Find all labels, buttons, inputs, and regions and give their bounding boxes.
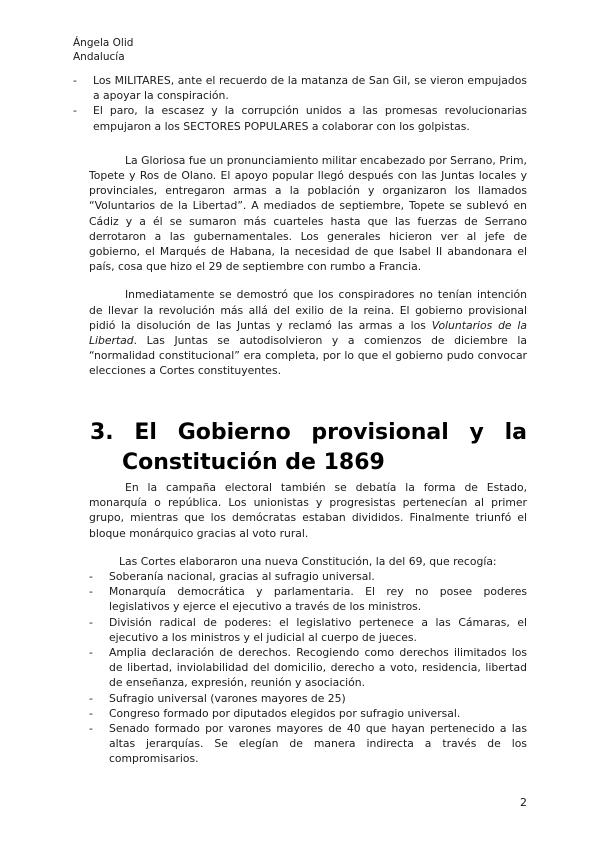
list-item: - Los MILITARES, ante el recuerdo de la matanza de San Gil, se vieron empujados a apoyar la conspiración. — [73, 73, 527, 103]
body-bottom — [89, 480, 527, 767]
body-top — [89, 73, 527, 379]
list-item: - Soberanía nacional, gracias al sufragio universal. — [89, 569, 527, 584]
paragraph-gloriosa: La Gloriosa fue un pronunciamiento militar encabezado por Serrano, Prim, Topete y Ros de Olano. El apoyo popular llegó después con las Juntas locales y provinciales, entregaron armas a la población y organizaron los llamados “Voluntarios de la Libertad”. A mediados de septiembre, Topete se sublevó en Cádiz y a él se sumaron más cuarteles hasta que las fuerzas de Serrano derrotaron a las gubernamentales. Los generales hicieron ver al jefe de gobierno, el Marqués de Habana, la necesidad de que Isabel II abandonara el país, cosa que hizo el 29 de septiembre con rumbo a Francia. — [89, 153, 527, 274]
heading-word: El — [134, 420, 157, 445]
paragraph-text: Inmediatamente se demostró que los conspiradores no tenían intención de llevar la revolución más allá del exilio de la reina. El gobierno provisional pidió la disolución de las Juntas y reclamó las armas a los — [89, 288, 527, 332]
heading-word: provisional — [311, 420, 449, 445]
heading-line-2: Constitución de 1869 — [122, 450, 385, 475]
heading-word: la — [504, 420, 527, 445]
list-item: - Senado formado por varones mayores de 40 que hayan pertenecido a las altas jerarquías. Se elegían de manera indirecta a través de los compromisarios. — [89, 721, 527, 767]
page-header — [73, 36, 133, 64]
author-name: Ángela Olid — [73, 37, 134, 49]
heading-word: Gobierno — [177, 420, 291, 445]
list-item: - Monarquía democrática y parlamentaria. El rey no posee poderes legislativos y ejerce el ejecutivo a través de los ministros. — [89, 584, 527, 614]
list-item: - División radical de poderes: el legislativo pertenece a las Cámaras, el ejecutivo a los ministros y el judicial al cuerpo de jueces. — [89, 615, 527, 645]
list-item: - Sufragio universal (varones mayores de 25) — [89, 691, 527, 706]
top-bullet-list — [73, 73, 527, 134]
section-heading — [90, 418, 527, 478]
section-number: 3. — [90, 420, 114, 445]
page-number: 2 — [520, 796, 527, 809]
paragraph-text: . Las Juntas se autodisolvieron y a comienzos de diciembre la “normalidad constitucional” era completa, por lo que el gobierno pudo convocar elecciones a Cortes constituyentes. — [89, 334, 527, 378]
italic-term: Voluntarios de la Libertad — [89, 318, 527, 348]
list-item: - Congreso formado por diputados elegidos por sufragio universal. — [89, 706, 527, 721]
constitution-list — [89, 569, 527, 767]
paragraph-cortes: Las Cortes elaboraron una nueva Constitución, la del 69, que recogía: — [119, 554, 497, 568]
list-item: - El paro, la escasez y la corrupción unidos a las promesas revolucionarias empujaron a los SECTORES POPULARES a colaborar con los golpistas. — [73, 103, 527, 133]
paragraph-conspiradores — [89, 287, 527, 378]
author-region: Andalucía — [73, 51, 125, 63]
paragraph-campana: En la campaña electoral también se debatía la forma de Estado, monarquía o república. Los unionistas y progresistas pertenecían al primer grupo, mientras que los demócratas estaban divididos. Finalmente triunfó el bloque monárquico gracias al voto rural. — [89, 481, 527, 540]
heading-word: y — [469, 420, 484, 445]
list-item: - Amplia declaración de derechos. Recogiendo como derechos ilimitados los de libertad, inviolabilidad del domicilio, derecho a voto, residencia, libertad de enseñanza, expresión, reunión y asociación. — [89, 645, 527, 691]
